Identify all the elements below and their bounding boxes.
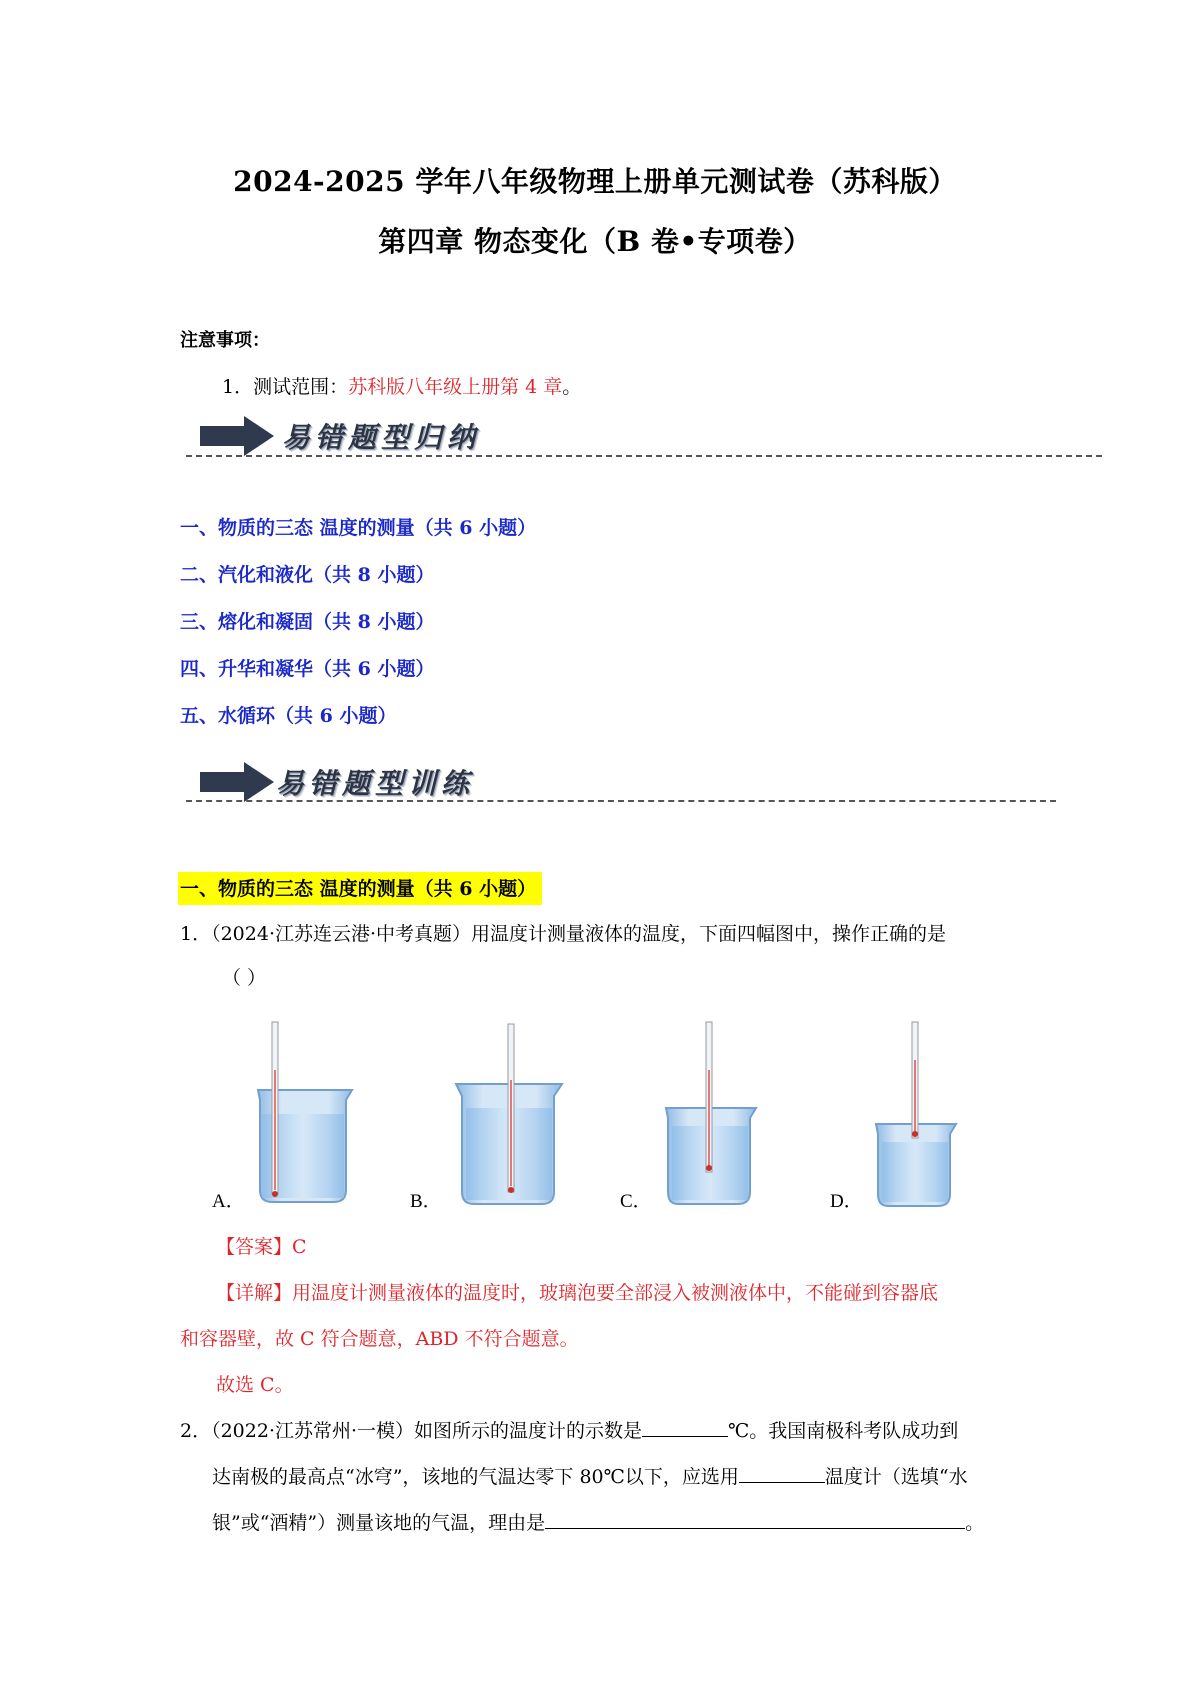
question-2-line-1-a: 2．（2022·江苏常州·一模）如图所示的温度计的示数是 (180, 1420, 643, 1442)
banner-summary-divider (186, 455, 1102, 457)
toc-item-2: 二、汽化和液化（共 8 小题） (180, 564, 435, 586)
blank-3[interactable] (545, 1510, 965, 1529)
notes-item-1-suffix: 。 (562, 376, 582, 398)
beaker-option-a (258, 1022, 352, 1202)
question-2-line-2-b: 温度计（选填“水 (824, 1466, 968, 1488)
title-line-2: 第四章 物态变化（B 卷•专项卷） (378, 225, 812, 258)
notes-item-1-prefix: 1．测试范围： (222, 376, 349, 398)
banner-training-divider (186, 800, 1056, 802)
beaker-option-b (456, 1024, 562, 1204)
notes-item-1 (222, 372, 581, 399)
beaker-figures (200, 1010, 1060, 1210)
question-2-line-3 (212, 1508, 984, 1535)
question-1-text: 1．（2024·江苏连云港·中考真题）用温度计测量液体的温度，下面四幅图中，操作正确的是 (180, 923, 947, 945)
toc-item-3: 三、熔化和凝固（共 8 小题） (180, 611, 435, 633)
notes-item-1-scope: 苏科版八年级上册第 4 章 (348, 376, 563, 398)
question-2-line-1-b: ℃。我国南极科考队成功到 (728, 1420, 959, 1442)
question-2-line-1 (180, 1416, 958, 1443)
detail-tag: 【详解】 (216, 1282, 293, 1304)
notes-heading: 注意事项： (180, 330, 270, 351)
banner-training-title: 易错题型训练 (276, 767, 475, 800)
beaker-option-c (666, 1022, 756, 1204)
answer-line (216, 1232, 307, 1259)
answer-value: C (292, 1236, 307, 1258)
question-2-line-3-b: 。 (965, 1512, 985, 1534)
option-label-a: A． (212, 1191, 245, 1212)
option-label-c: C． (620, 1191, 652, 1212)
blank-2[interactable] (739, 1464, 825, 1483)
title-line-1: 2024-2025 学年八年级物理上册单元测试卷（苏科版） (233, 165, 957, 198)
question-2-line-2 (212, 1462, 968, 1489)
section-1-heading: 一、物质的三态 温度的测量（共 6 小题） (178, 872, 542, 905)
detail-line-2: 和容器壁，故 C 符合题意，ABD 不符合题意。 (180, 1328, 579, 1350)
detail-conclusion: 故选 C。 (216, 1374, 294, 1396)
banner-arrow-icon (200, 416, 274, 460)
beaker-option-d (876, 1022, 956, 1206)
detail-text-1: 用温度计测量液体的温度时，玻璃泡要全部浸入被测液体中，不能碰到容器底 (292, 1282, 939, 1304)
toc-item-5: 五、水循环（共 6 小题） (180, 705, 397, 727)
toc-item-4: 四、升华和凝华（共 6 小题） (180, 658, 435, 680)
option-label-d: D． (830, 1191, 863, 1212)
toc-item-1: 一、物质的三态 温度的测量（共 6 小题） (180, 517, 537, 539)
blank-1[interactable] (642, 1418, 728, 1437)
answer-tag: 【答案】 (216, 1236, 293, 1258)
banner-summary-title: 易错题型归纳 (282, 421, 481, 454)
question-1-bracket: （ ） (222, 967, 267, 989)
option-label-b: B． (410, 1191, 442, 1212)
question-2-line-3-a: 银”或“酒精”）测量该地的气温，理由是 (212, 1512, 546, 1534)
detail-line-1 (216, 1278, 1016, 1305)
question-2-line-2-a: 达南极的最高点“冰穹”，该地的气温达零下 80℃以下，应选用 (212, 1466, 739, 1488)
